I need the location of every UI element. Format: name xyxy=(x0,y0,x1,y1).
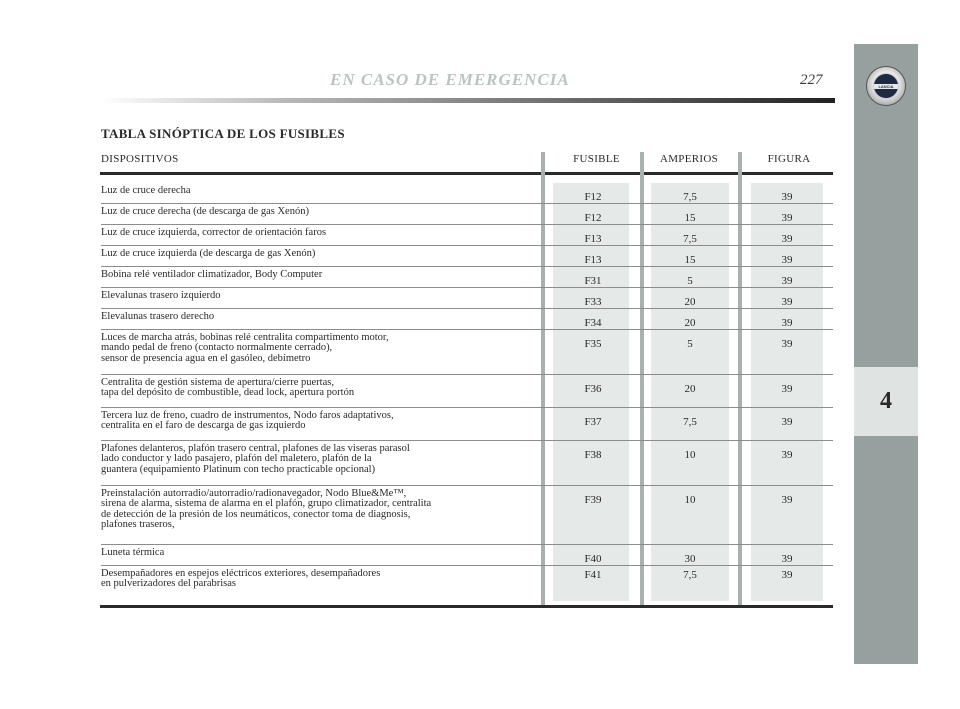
column-header-amperios: AMPERIOS xyxy=(659,153,719,165)
figure-cell: 39 xyxy=(781,191,793,203)
device-description: Luz de cruce derecha (de descarga de gas Xenón) xyxy=(101,206,309,217)
amps-cell: 10 xyxy=(684,449,696,461)
figure-cell: 39 xyxy=(781,338,793,350)
figure-cell: 39 xyxy=(781,449,793,461)
lancia-logo-icon xyxy=(866,66,906,106)
table-row xyxy=(101,441,833,486)
device-description: Luz de cruce izquierda (de descarga de gas Xenón) xyxy=(101,248,316,259)
amps-cell: 15 xyxy=(684,212,696,224)
device-description: Tercera luz de freno, cuadro de instrumentos, Nodo faros adaptativos, centralita en el faro de descarga de gas izquierdo xyxy=(101,410,394,432)
table-row xyxy=(101,246,833,267)
device-description: Elevalunas trasero izquierdo xyxy=(101,290,221,301)
amps-cell: 15 xyxy=(684,254,696,266)
table-row xyxy=(101,204,833,225)
fuse-cell: F31 xyxy=(584,275,602,287)
fuse-cell: F41 xyxy=(584,569,602,581)
fuse-cell: F34 xyxy=(584,317,602,329)
table-top-rule xyxy=(100,172,833,175)
device-description: Centralita de gestión sistema de apertura/cierre puertas, tapa del depósito de combustible, dead lock, apertura portón xyxy=(101,377,355,399)
figure-cell: 39 xyxy=(781,416,793,428)
table-row xyxy=(101,309,833,330)
figure-cell: 39 xyxy=(781,233,793,245)
column-header-dispositivos: DISPOSITIVOS xyxy=(101,153,179,165)
figure-cell: 39 xyxy=(781,254,793,266)
device-description: Elevalunas trasero derecho xyxy=(101,311,215,322)
device-description: Bobina relé ventilador climatizador, Body Computer xyxy=(101,269,323,280)
device-description: Desempañadores en espejos eléctricos exteriores, desempañadores en pulverizadores del parabrisas xyxy=(101,568,381,590)
figure-cell: 39 xyxy=(781,317,793,329)
page-number: 227 xyxy=(800,72,823,88)
table-row xyxy=(101,330,833,375)
fuse-cell: F12 xyxy=(584,191,602,203)
table-row xyxy=(101,288,833,309)
table-row xyxy=(101,545,833,566)
figure-cell: 39 xyxy=(781,569,793,581)
figure-cell: 39 xyxy=(781,296,793,308)
figure-cell: 39 xyxy=(781,275,793,287)
figure-cell: 39 xyxy=(781,494,793,506)
amps-cell: 20 xyxy=(684,296,696,308)
table-row xyxy=(101,375,833,408)
amps-cell: 10 xyxy=(684,494,696,506)
fuse-table-body xyxy=(101,183,833,599)
page-header-title: EN CASO DE EMERGENCIA xyxy=(330,70,570,89)
fuse-cell: F36 xyxy=(584,383,602,395)
device-description: Luz de cruce izquierda, corrector de orientación faros xyxy=(101,227,327,238)
table-title: TABLA SINÓPTICA DE LOS FUSIBLES xyxy=(101,126,345,141)
amps-cell: 7,5 xyxy=(683,569,697,581)
amps-cell: 20 xyxy=(684,383,696,395)
table-row xyxy=(101,408,833,441)
fuse-cell: F33 xyxy=(584,296,602,308)
figure-cell: 39 xyxy=(781,212,793,224)
amps-cell: 7,5 xyxy=(683,416,697,428)
table-row xyxy=(101,225,833,246)
table-bottom-rule xyxy=(100,605,833,608)
logo-text: LANCIA xyxy=(878,84,894,89)
chapter-tab[interactable]: 4 xyxy=(854,367,918,436)
device-description: Preinstalación autorradio/autorradio/radionavegador, Nodo Blue&Me™, sirena de alarma, sistema de alarma en el plafón, grupo climatizador, centralita de detección de la presión de los neumáticos, conector toma de diagnosis, plafones traseros, xyxy=(101,488,432,530)
column-header-fusible: FUSIBLE xyxy=(573,153,620,165)
device-description: Luces de marcha atrás, bobinas relé centralita compartimento motor, mando pedal de freno (contacto normalmente cerrado), sensor de presencia agua en el gasóleo, debímetro xyxy=(101,332,389,364)
fuse-cell: F38 xyxy=(584,449,602,461)
fuse-cell: F12 xyxy=(584,212,602,224)
amps-cell: 30 xyxy=(684,553,696,565)
header-rule xyxy=(100,98,835,103)
column-header-figura: FIGURA xyxy=(767,153,811,165)
fuse-cell: F40 xyxy=(584,553,602,565)
table-row xyxy=(101,486,833,545)
table-row xyxy=(101,183,833,204)
amps-cell: 20 xyxy=(684,317,696,329)
table-row xyxy=(101,566,833,599)
amps-cell: 7,5 xyxy=(683,191,697,203)
figure-cell: 39 xyxy=(781,383,793,395)
chapter-sidebar xyxy=(854,44,918,664)
device-description: Luz de cruce derecha xyxy=(101,185,191,196)
device-description: Luneta térmica xyxy=(101,547,165,558)
amps-cell: 7,5 xyxy=(683,233,697,245)
fuse-cell: F35 xyxy=(584,338,602,350)
amps-cell: 5 xyxy=(687,275,693,287)
fuse-cell: F37 xyxy=(584,416,602,428)
amps-cell: 5 xyxy=(687,338,693,350)
fuse-cell: F39 xyxy=(584,494,602,506)
figure-cell: 39 xyxy=(781,553,793,565)
table-row xyxy=(101,267,833,288)
device-description: Plafones delanteros, plafón trasero central, plafones de las viseras parasol lado conductor y lado pasajero, plafón del maletero, plafón de la guantera (equipamiento Platinum con techo practicable opcional) xyxy=(101,443,410,475)
fuse-cell: F13 xyxy=(584,254,602,266)
fuse-cell: F13 xyxy=(584,233,602,245)
